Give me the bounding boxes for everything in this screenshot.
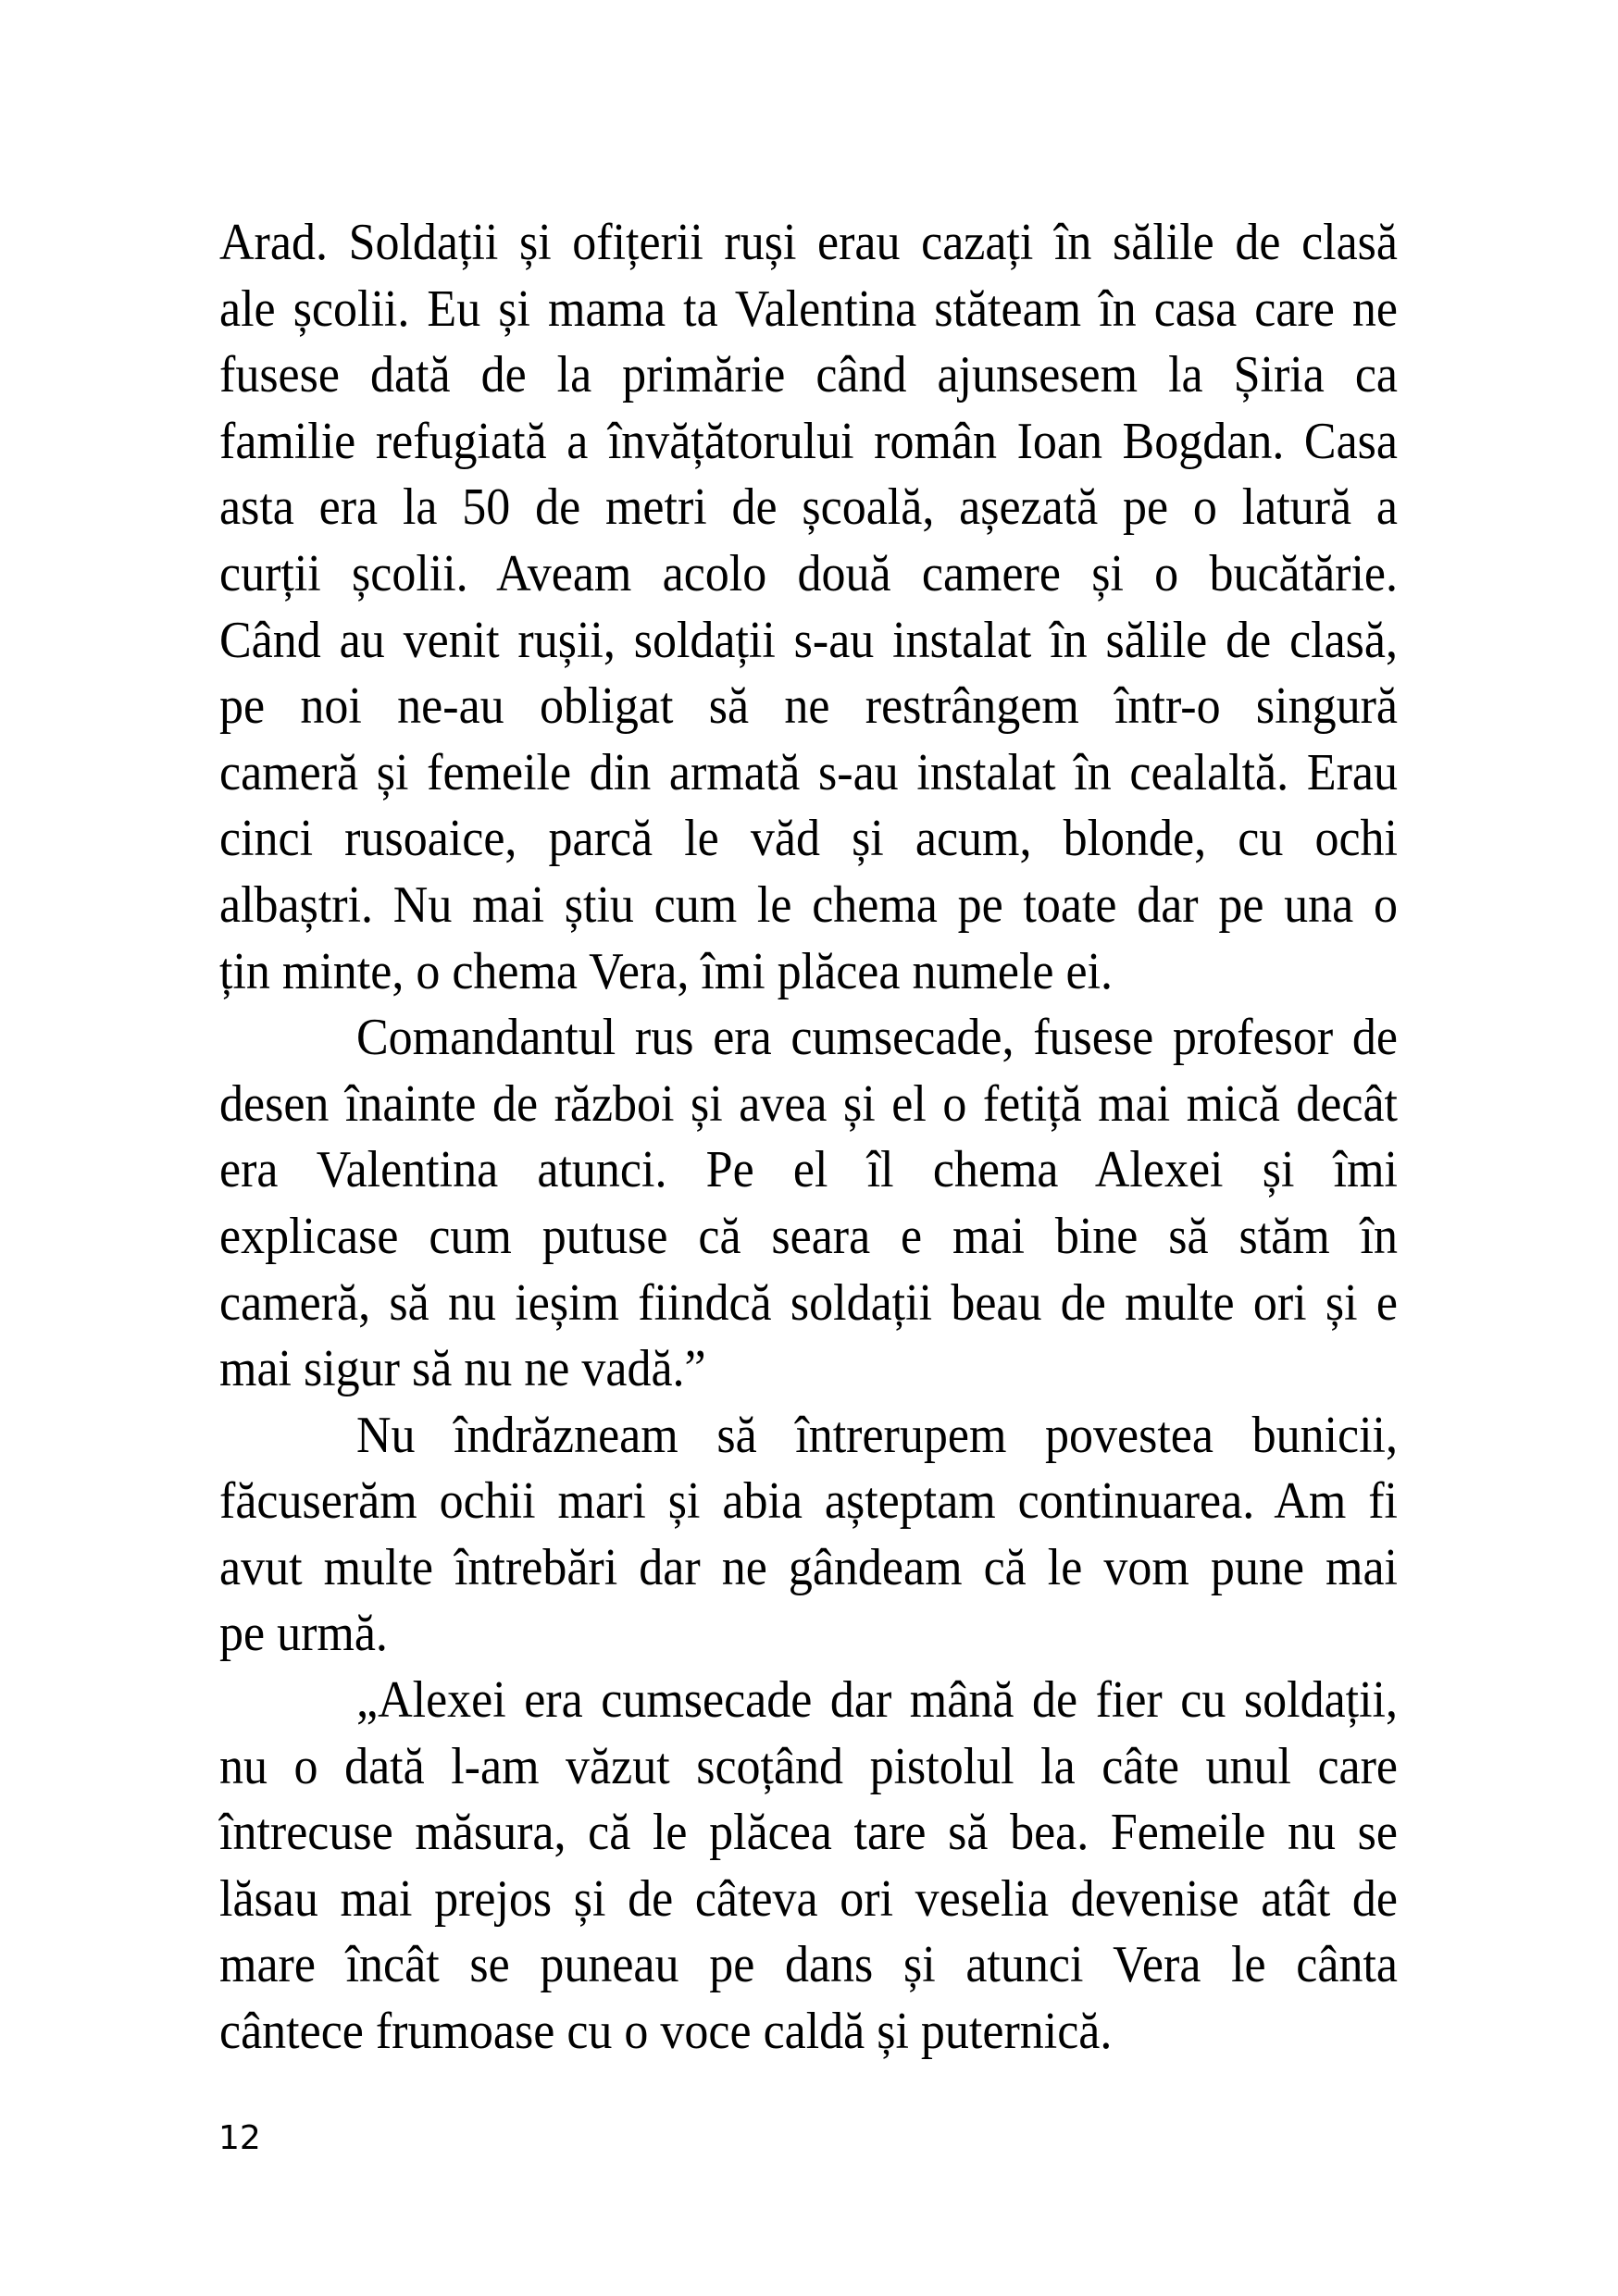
text-line: era Valentina atunci. Pe el îl chema Alexei și îmi xyxy=(219,1141,1398,1199)
text-line: avut multe întrebări dar ne gândeam că le vom pune mai xyxy=(219,1539,1398,1596)
text-line: nu o dată l-am văzut scoțând pistolul la câte unul care xyxy=(219,1737,1398,1795)
text-line: cameră și femeile din armată s-au instalat în cealaltă. Erau xyxy=(219,744,1398,801)
paragraph-2 xyxy=(219,1006,1398,1404)
text-line: cameră, să nu ieșim fiindcă soldații beau de multe ori și e xyxy=(219,1273,1398,1332)
text-line: mare încât se puneau pe dans și atunci Vera le cânta xyxy=(219,1936,1398,1994)
text-line: țin minte, o chema Vera, îmi plăcea numele ei. xyxy=(219,942,1114,1000)
text-line: pe noi ne-au obligat să ne restrângem într-o singură xyxy=(219,677,1398,735)
text-line: curții școlii. Aveam acolo două camere și o bucătărie. xyxy=(219,545,1398,602)
text-line: fusese dată de la primărie când ajunsesem la Șiria ca xyxy=(219,346,1398,404)
text-line: Comandantul rus era cumsecade, fusese profesor de xyxy=(356,1009,1398,1066)
text-line: mai sigur să nu ne vadă.” xyxy=(219,1340,706,1397)
paragraph-3 xyxy=(219,1404,1398,1669)
paragraph-4 xyxy=(219,1669,1398,2066)
text-line: explicase cum putuse că seara e mai bine să stăm în xyxy=(219,1208,1398,1265)
text-line: „Alexei era cumsecade dar mână de fier cu soldații, xyxy=(356,1671,1398,1729)
text-line: ale școlii. Eu și mama ta Valentina stăteam în casa care ne xyxy=(219,279,1398,338)
text-line: Nu îndrăzneam să întrerupem povestea bunicii, xyxy=(356,1406,1398,1464)
text-line: pe urmă. xyxy=(219,1605,388,1663)
page-number: 12 xyxy=(218,2119,261,2157)
text-line: lăsau mai prejos și de câteva ori veselia devenise atât de xyxy=(219,1870,1398,1928)
text-line: familie refugiată a învățătorului român Ioan Bogdan. Casa xyxy=(219,413,1398,470)
text-line: asta era la 50 de metri de școală, așezată pe o latură a xyxy=(219,478,1398,537)
text-line: întrecuse măsura, că le plăcea tare să bea. Femeile nu se xyxy=(219,1804,1398,1862)
text-line: cinci rusoaice, parcă le văd și acum, blonde, cu ochi xyxy=(219,810,1398,868)
text-line: cântece frumoase cu o voce caldă și puternică. xyxy=(219,2003,1113,2060)
text-line: desen înainte de război și avea și el o fetiță mai mică decât xyxy=(219,1074,1398,1133)
text-line: Când au venit rușii, soldații s-au instalat în sălile de clasă, xyxy=(219,611,1398,669)
body-text xyxy=(219,211,1398,2066)
paragraph-1 xyxy=(219,211,1398,1006)
text-line: Arad. Soldații și ofițerii ruși erau cazați în sălile de clasă xyxy=(219,214,1398,271)
text-line: albaștri. Nu mai știu cum le chema pe toate dar pe una o xyxy=(219,876,1398,934)
text-line: făcuserăm ochii mari și abia așteptam continuarea. Am fi xyxy=(219,1472,1398,1531)
